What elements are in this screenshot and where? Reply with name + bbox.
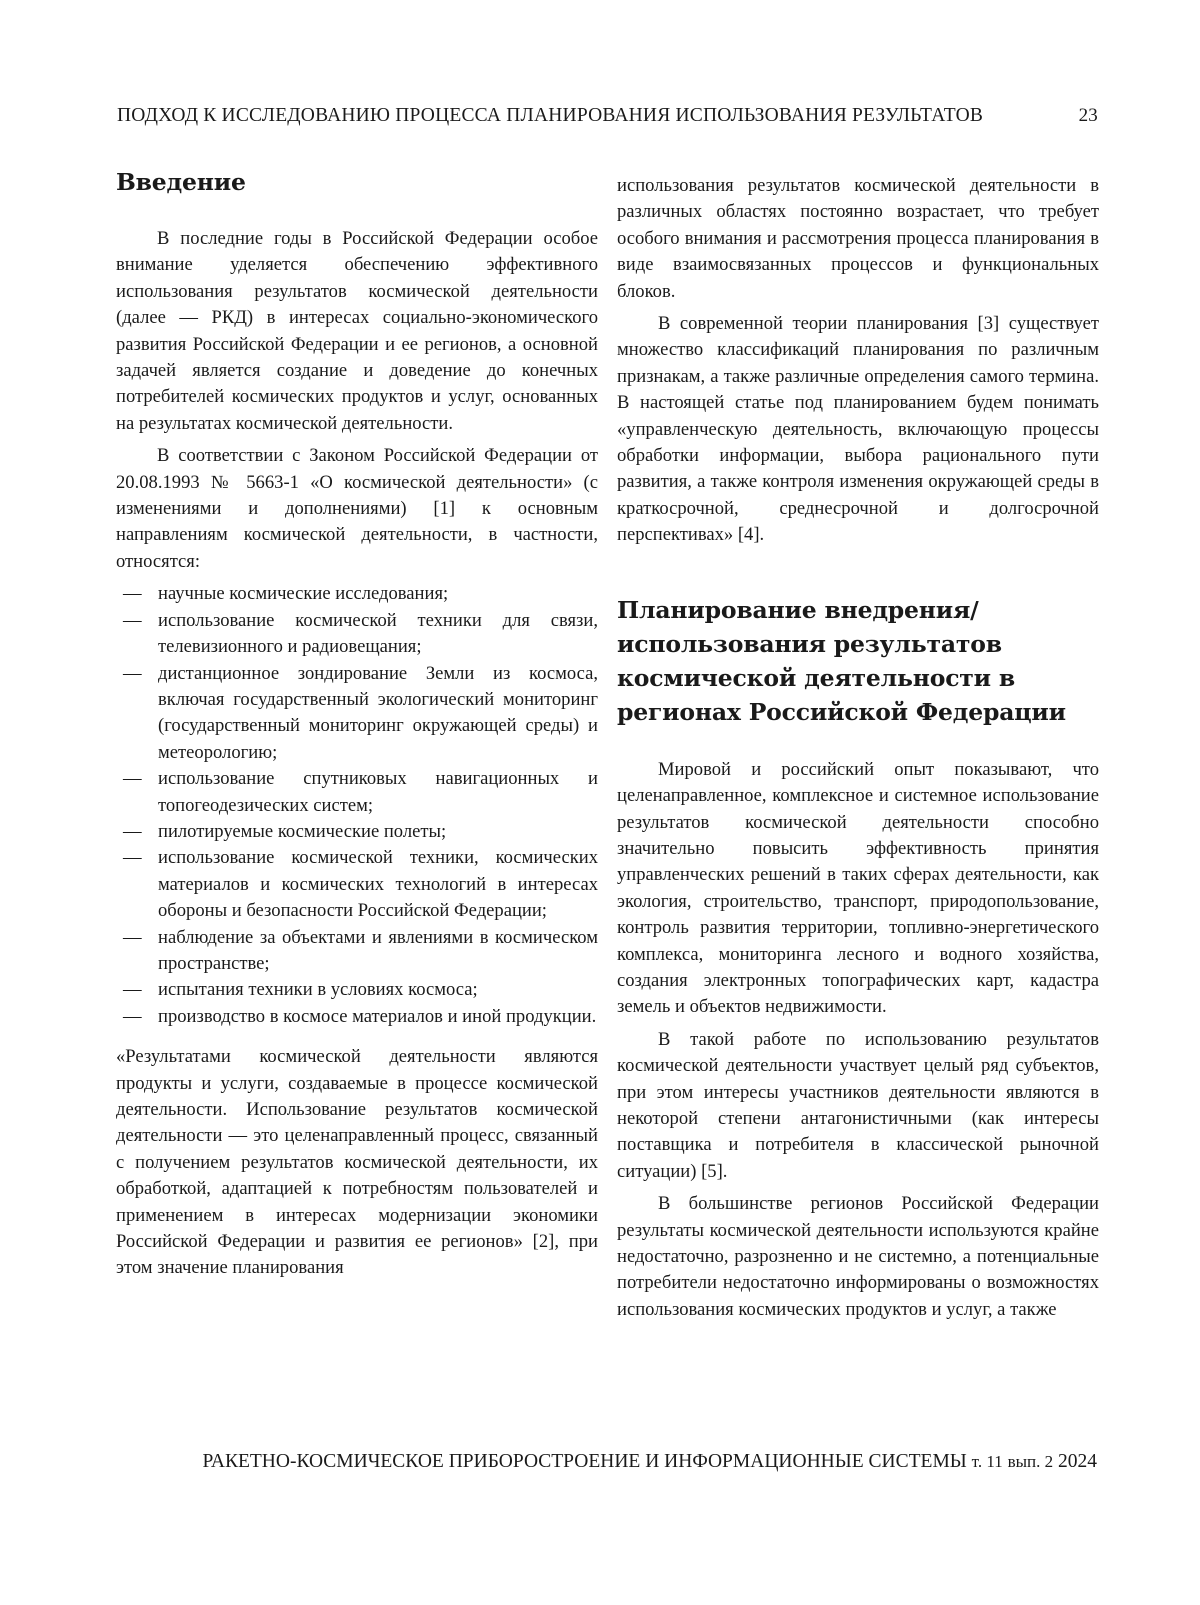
paragraph: «Результатами космической деятельности являются продукты и услуги, создаваемые в процессе космической деятельности. Использование результатов космической деятельности — это целенаправленный процесс, связанный с получением результатов космической деятельности, их обработкой, адаптацией к потребностям пользователей и применением в интересах модернизации экономики Российской Федерации и развития ее регионов» [2], при этом значение планирования [116,1046,598,1279]
list-item-text: использование космической техники для связи, телевизионного и радиовещания; [158,609,598,658]
page-number: 23 [1078,105,1098,126]
list-item-text: производство в космосе материалов и иной продукции. [158,1005,597,1027]
list-item: — использование космической техники, космических материалов и космических технологий в интересах обороны и безопасности Российской Федерации; [123,847,598,922]
journal-name: РАКЕТНО-КОСМИЧЕСКОЕ ПРИБОРОСТРОЕНИЕ И ИНФОРМАЦИОННЫЕ СИСТЕМЫ [202,1451,967,1472]
list-item-text: пилотируемые космические полеты; [158,820,447,842]
paragraph: использования результатов космической деятельности в различных областях постоянно возрастает, что требует особого внимания и рассмотрения процесса планирования в виде взаимосвязанных процессов и функциональных блоков. [617,175,1099,302]
section-heading-planning: Планирование внедрения/использования результатов космической деятельности в регионах Российской Федерации [617,595,1066,726]
section-heading-introduction: Введение [116,168,246,196]
running-footer [137,1451,1097,1481]
list-item: — наблюдение за объектами и явлениями в космическом пространстве; [123,926,598,974]
journal-year: 2024 [1058,1451,1097,1472]
list-item: — испытания техники в условиях космоса; [123,979,478,1001]
paragraph: Мировой и российский опыт показывают, что целенаправленное, комплексное и системное использование результатов космической деятельности способно значительно повысить эффективность принятия управленческих решений в таких сферах деятельности, как экология, строительство, транспорт, природопользование, контроль развития территории, топливно-энергетического комплекса, мониторинга лесного и водного хозяйства, создания электронных топографических карт, кадастра земель и объектов недвижимости. [617,758,1099,1018]
list-item-text: наблюдение за объектами и явлениями в космическом пространстве; [158,926,598,974]
list-item-text: испытания техники в условиях космоса; [158,979,478,1001]
paragraph: В соответствии с Законом Российской Федерации от 20.08.1993 № 5663-1 «О космической деятельности» (с изменениями и дополнениями) [1] к основным направлениям космической деятельности, в частности, относятся: [116,445,598,572]
list-item: — пилотируемые космические полеты; [123,820,447,842]
list-item: — производство в космосе материалов и иной продукции. [123,1005,597,1027]
list-item: — использование спутниковых навигационных и топогеодезических систем; [123,768,598,816]
paragraph: В последние годы в Российской Федерации особое внимание уделяется обеспечению эффективного использования результатов космической деятельности (далее — РКД) в интересах социально-экономического развития Российской Федерации и ее регионов, а основной задачей является создание и доведение до конечных потребителей космических продуктов и услуг, основанных на результатах космической деятельности. [116,228,598,434]
list-item-text: дистанционное зондирование Земли из космоса, включая государственный экологический мониторинг (государственный мониторинг окружающей среды) и метеорологию; [158,662,598,763]
list-item-text: использование спутниковых навигационных и топогеодезических систем; [158,768,598,816]
activity-list [116,581,598,1030]
paragraph: В большинстве регионов Российской Федерации результаты космической деятельности используются крайне недостаточно, разрозненно и не системно, а потенциальные потребители недостаточно информированы о возможностях использования космических продуктов и услуг, а также [617,1193,1099,1320]
right-column [617,173,1099,1329]
journal-volume: т. 11 [971,1452,1003,1471]
list-item: — дистанционное зондирование Земли из космоса, включая государственный экологический мониторинг (государственный мониторинг окружающей среды) и метеорологию; [123,662,598,763]
running-title: ПОДХОД К ИССЛЕДОВАНИЮ ПРОЦЕССА ПЛАНИРОВАНИЯ ИСПОЛЬЗОВАНИЯ РЕЗУЛЬТАТОВ [117,105,984,126]
journal-issue: вып. 2 [1007,1452,1054,1471]
paragraph: В такой работе по использованию результатов космической деятельности участвует целый ряд субъектов, при этом интересы участников деятельности являются в некоторой степени антагонистичными (как интересы поставщика и потребителя в классической рыночной ситуации) [5]. [617,1028,1099,1182]
list-item-text: использование космической техники, космических материалов и космических технологий в интересах обороны и безопасности Российской Федерации; [158,847,598,922]
running-header [117,101,1098,131]
left-column [116,164,598,1288]
paragraph: В современной теории планирования [3] существует множество классификаций планирования по различным признакам, а также различные определения самого термина. В настоящей статье под планированием будем понимать «управленческую деятельность, включающую процессы обработки информации, выбора рационального пути развития, а также контроля изменения окружающей среды в краткосрочной, среднесрочной и долгосрочной перспективах» [4]. [617,313,1099,546]
list-item-text: научные космические исследования; [158,583,449,605]
list-item: — использование космической техники для связи, телевизионного и радиовещания; [123,609,598,658]
list-item: — научные космические исследования; [123,583,449,605]
